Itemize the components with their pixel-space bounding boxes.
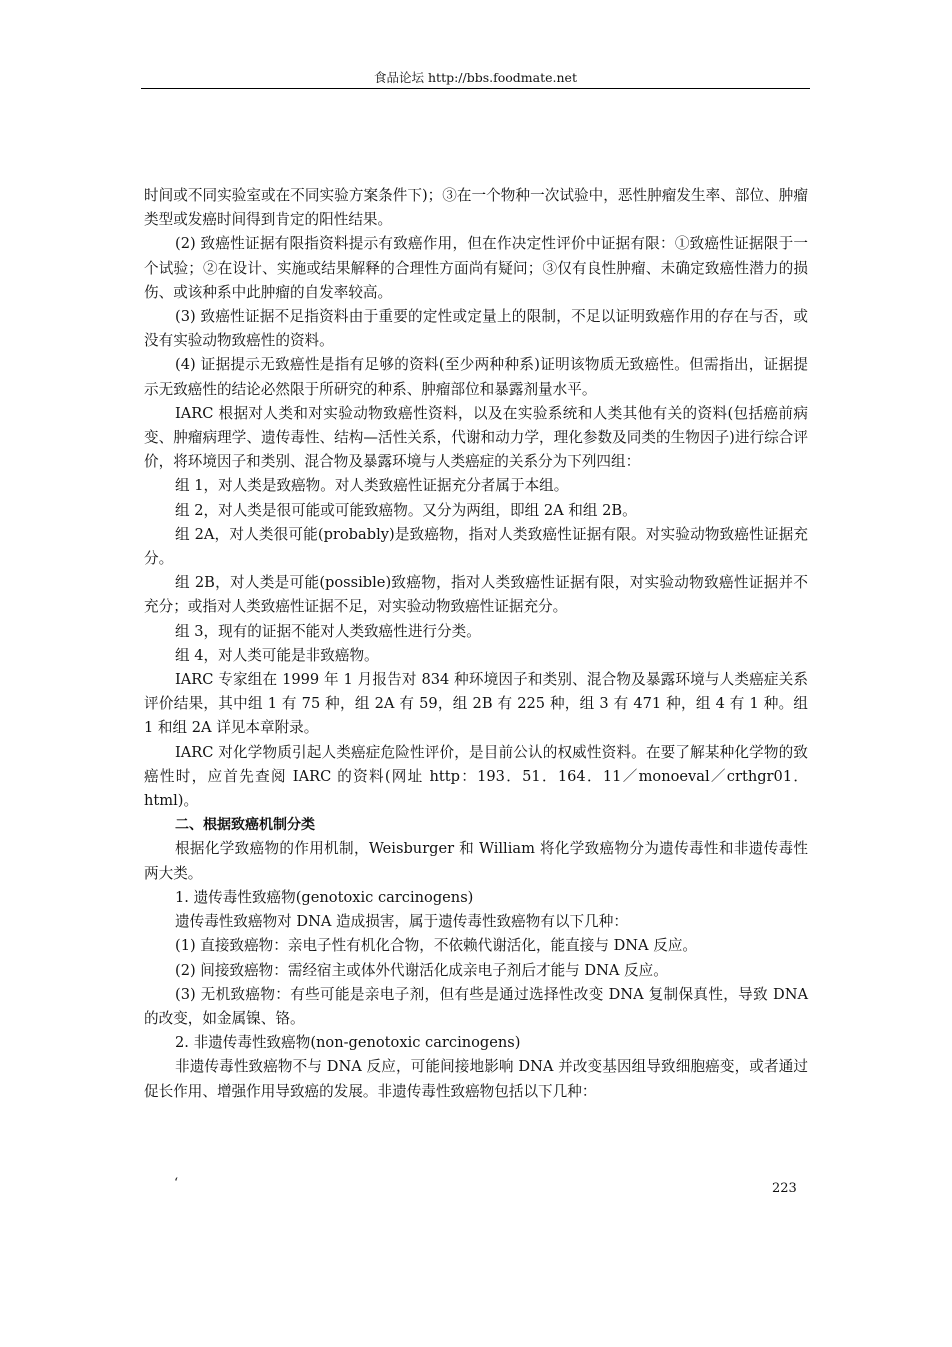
paragraph: 组 3，现有的证据不能对人类致癌性进行分类。 [175,622,481,640]
paragraph: 时间或不同实验室或在不同实验方案条件下)；③在一个物种一次试验中，恶性肿瘤发生率、部位、肿瘤类型或发癌时间得到肯定的阳性结果。 [144,187,808,229]
paragraph: (2) 间接致癌物：需经宿主或体外代谢活化成亲电子剂后才能与 DNA 反应。 [175,961,668,979]
paragraph: (2) 致癌性证据有限指资料提示有致癌作用，但在作决定性评价中证据有限：①致癌性证据限于一个试验；②在设计、实施或结果解释的合理性方面尚有疑问；③仅有良性肿瘤、未确定致癌性潜力的损伤、或该种系中此肿瘤的自发率较高。 [144,235,808,301]
paragraph: 根据化学致癌物的作用机制，Weisburger 和 William 将化学致癌物分为遗传毒性和非遗传毒性两大类。 [144,840,808,882]
page-number: 223 [772,1181,797,1196]
paragraph: IARC 根据对人类和对实验动物致癌性资料，以及在实验系统和人类其他有关的资料(包括癌前病变、肿瘤病理学、遗传毒性、结构—活性关系，代谢和动力学，理化参数及同类的生物因子)进行综合评价，将环境因子和类别、混合物及暴露环境与人类癌症的关系分为下列四组： [144,404,808,471]
section-heading: 二、根据致癌机制分类 [175,817,315,834]
paragraph: IARC 专家组在 1999 年 1 月报告对 834 种环境因子和类别、混合物及暴露环境与人类癌症关系评价结果，其中组 1 有 75 种，组 2A 有 59，组 2B 有 225 种，组 3 有 471 种，组 4 有 1 种。组 1 和组 2A 详见本章附录。 [144,671,808,737]
paragraph: (3) 致癌性证据不足指资料由于重要的定性或定量上的限制，不足以证明致癌作用的存在与否，或没有实验动物致癌性的资料。 [144,308,808,350]
paragraph: 组 2，对人类是很可能或可能致癌物。又分为两组，即组 2A 和组 2B。 [175,501,637,519]
footer-mark: ‘ [174,1176,179,1191]
paragraph: (1) 直接致癌物：亲电子性有机化合物，不依赖代谢活化，能直接与 DNA 反应。 [175,937,698,955]
paragraph: (3) 无机致癌物：有些可能是亲电子剂，但有些是通过选择性改变 DNA 复制保真性，导致 DNA 的改变，如金属镍、铬。 [144,985,808,1027]
paragraph: 组 2B，对人类是可能(possible)致癌物，指对人类致癌性证据有限，对实验动物致癌性证据并不充分；或指对人类致癌性证据不足，对实验动物致癌性证据充分。 [144,574,808,616]
body-text [144,184,808,1104]
page-header: 食品论坛 http://bbs.foodmate.net [374,70,577,85]
paragraph: 1. 遗传毒性致癌物(genotoxic carcinogens) [175,888,474,906]
paragraph: 非遗传毒性致癌物不与 DNA 反应，可能间接地影响 DNA 并改变基因组导致细胞癌变，或者通过促长作用、增强作用导致癌的发展。非遗传毒性致癌物包括以下几种： [144,1058,808,1100]
paragraph: (4) 证据提示无致癌性是指有足够的资料(至少两种种系)证明该物质无致癌性。但需指出，证据提示无致癌性的结论必然限于所研究的种系、肿瘤部位和暴露剂量水平。 [144,356,808,398]
header-rule [141,88,810,89]
paragraph: IARC 对化学物质引起人类癌症危险性评价，是目前公认的权威性资料。在要了解某种化学物的致癌性时，应首先查阅 IARC 的资料(网址 http：193．51．164．11／monoeval／crthgr01．html)。 [144,743,808,810]
paragraph: 遗传毒性致癌物对 DNA 造成损害，属于遗传毒性致癌物有以下几种： [175,913,628,931]
paragraph: 组 2A，对人类很可能(probably)是致癌物，指对人类致癌性证据有限。对实验动物致癌性证据充分。 [144,525,808,568]
paragraph: 组 1，对人类是致癌物。对人类致癌性证据充分者属于本组。 [175,477,569,495]
paragraph: 组 4，对人类可能是非致癌物。 [175,646,379,664]
paragraph: 2. 非遗传毒性致癌物(non-genotoxic carcinogens) [175,1034,521,1052]
